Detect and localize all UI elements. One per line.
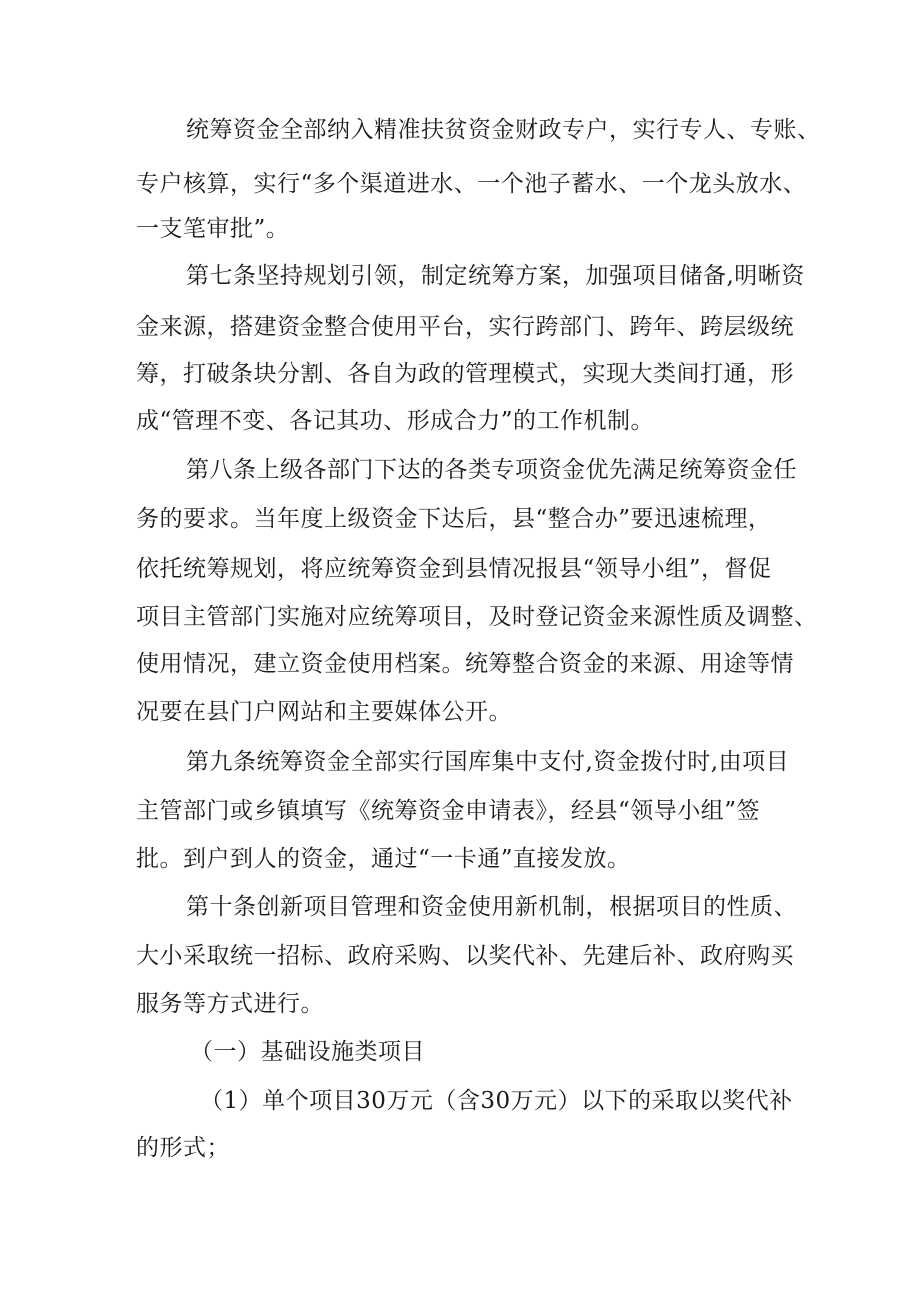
paragraph-line: 成“管理不变、各记其功、形成合力”的工作机制。 [136,408,655,434]
paragraph-line: 第七条坚持规划引领，制定统筹方案，加强项目储备,明晰资 [186,263,805,289]
paragraph-line: 第八条上级各部门下达的各类专项资金优先满足统筹资金任 [186,457,797,483]
paragraph-line: 主管部门或乡镇填写《统筹资金申请表》，经县“领导小组”签 [136,798,761,824]
paragraph-line: 大小采取统一招标、政府采购、以奖代补、先建后补、政府购买 [136,943,794,969]
paragraph-line: 服务等方式进行。 [136,991,324,1017]
paragraph-line: 金来源，搭建资金整合使用平台，实行跨部门、跨年、跨层级统 [136,314,794,340]
paragraph-line: 第十条创新项目管理和资金使用新机制，根据项目的性质、 [186,894,797,920]
paragraph-line: 第九条统筹资金全部实行国库集中支付,资金拨付时,由项目 [186,749,790,775]
paragraph-line: 一支笔审批”。 [136,216,290,242]
paragraph-line: 专户核算，实行“多个渠道进水、一个池子蓄水、一个龙头放水、 [136,171,807,197]
paragraph-line: 况要在县门户网站和主要媒体公开。 [136,699,512,725]
paragraph-line: 项目主管部门实施对应统筹项目，及时登记资金来源性质及调整、 [136,604,818,630]
paragraph-line: 统筹资金全部纳入精准扶贫资金财政专户，实行专人、专账、 [186,117,821,143]
paragraph-line: 务的要求。当年度上级资金下达后，县“整合办”要迅速梳理， [136,506,772,532]
paragraph-line: 的形式； [136,1135,230,1161]
paragraph-line: （1）单个项目30万元（含30万元）以下的采取以奖代补 [200,1088,793,1114]
section-heading: （一）基础设施类项目 [190,1039,425,1065]
paragraph-line: 依托统筹规划，将应统筹资金到县情况报县“领导小组”，督促 [136,556,772,582]
paragraph-line: 批。到户到人的资金，通过“一卡通”直接发放。 [136,846,631,872]
paragraph-line: 使用情况，建立资金使用档案。统筹整合资金的来源、用途等情 [136,651,794,677]
paragraph-line: 筹，打破条块分割、各自为政的管理模式，实现大类间打通，形 [136,361,794,387]
